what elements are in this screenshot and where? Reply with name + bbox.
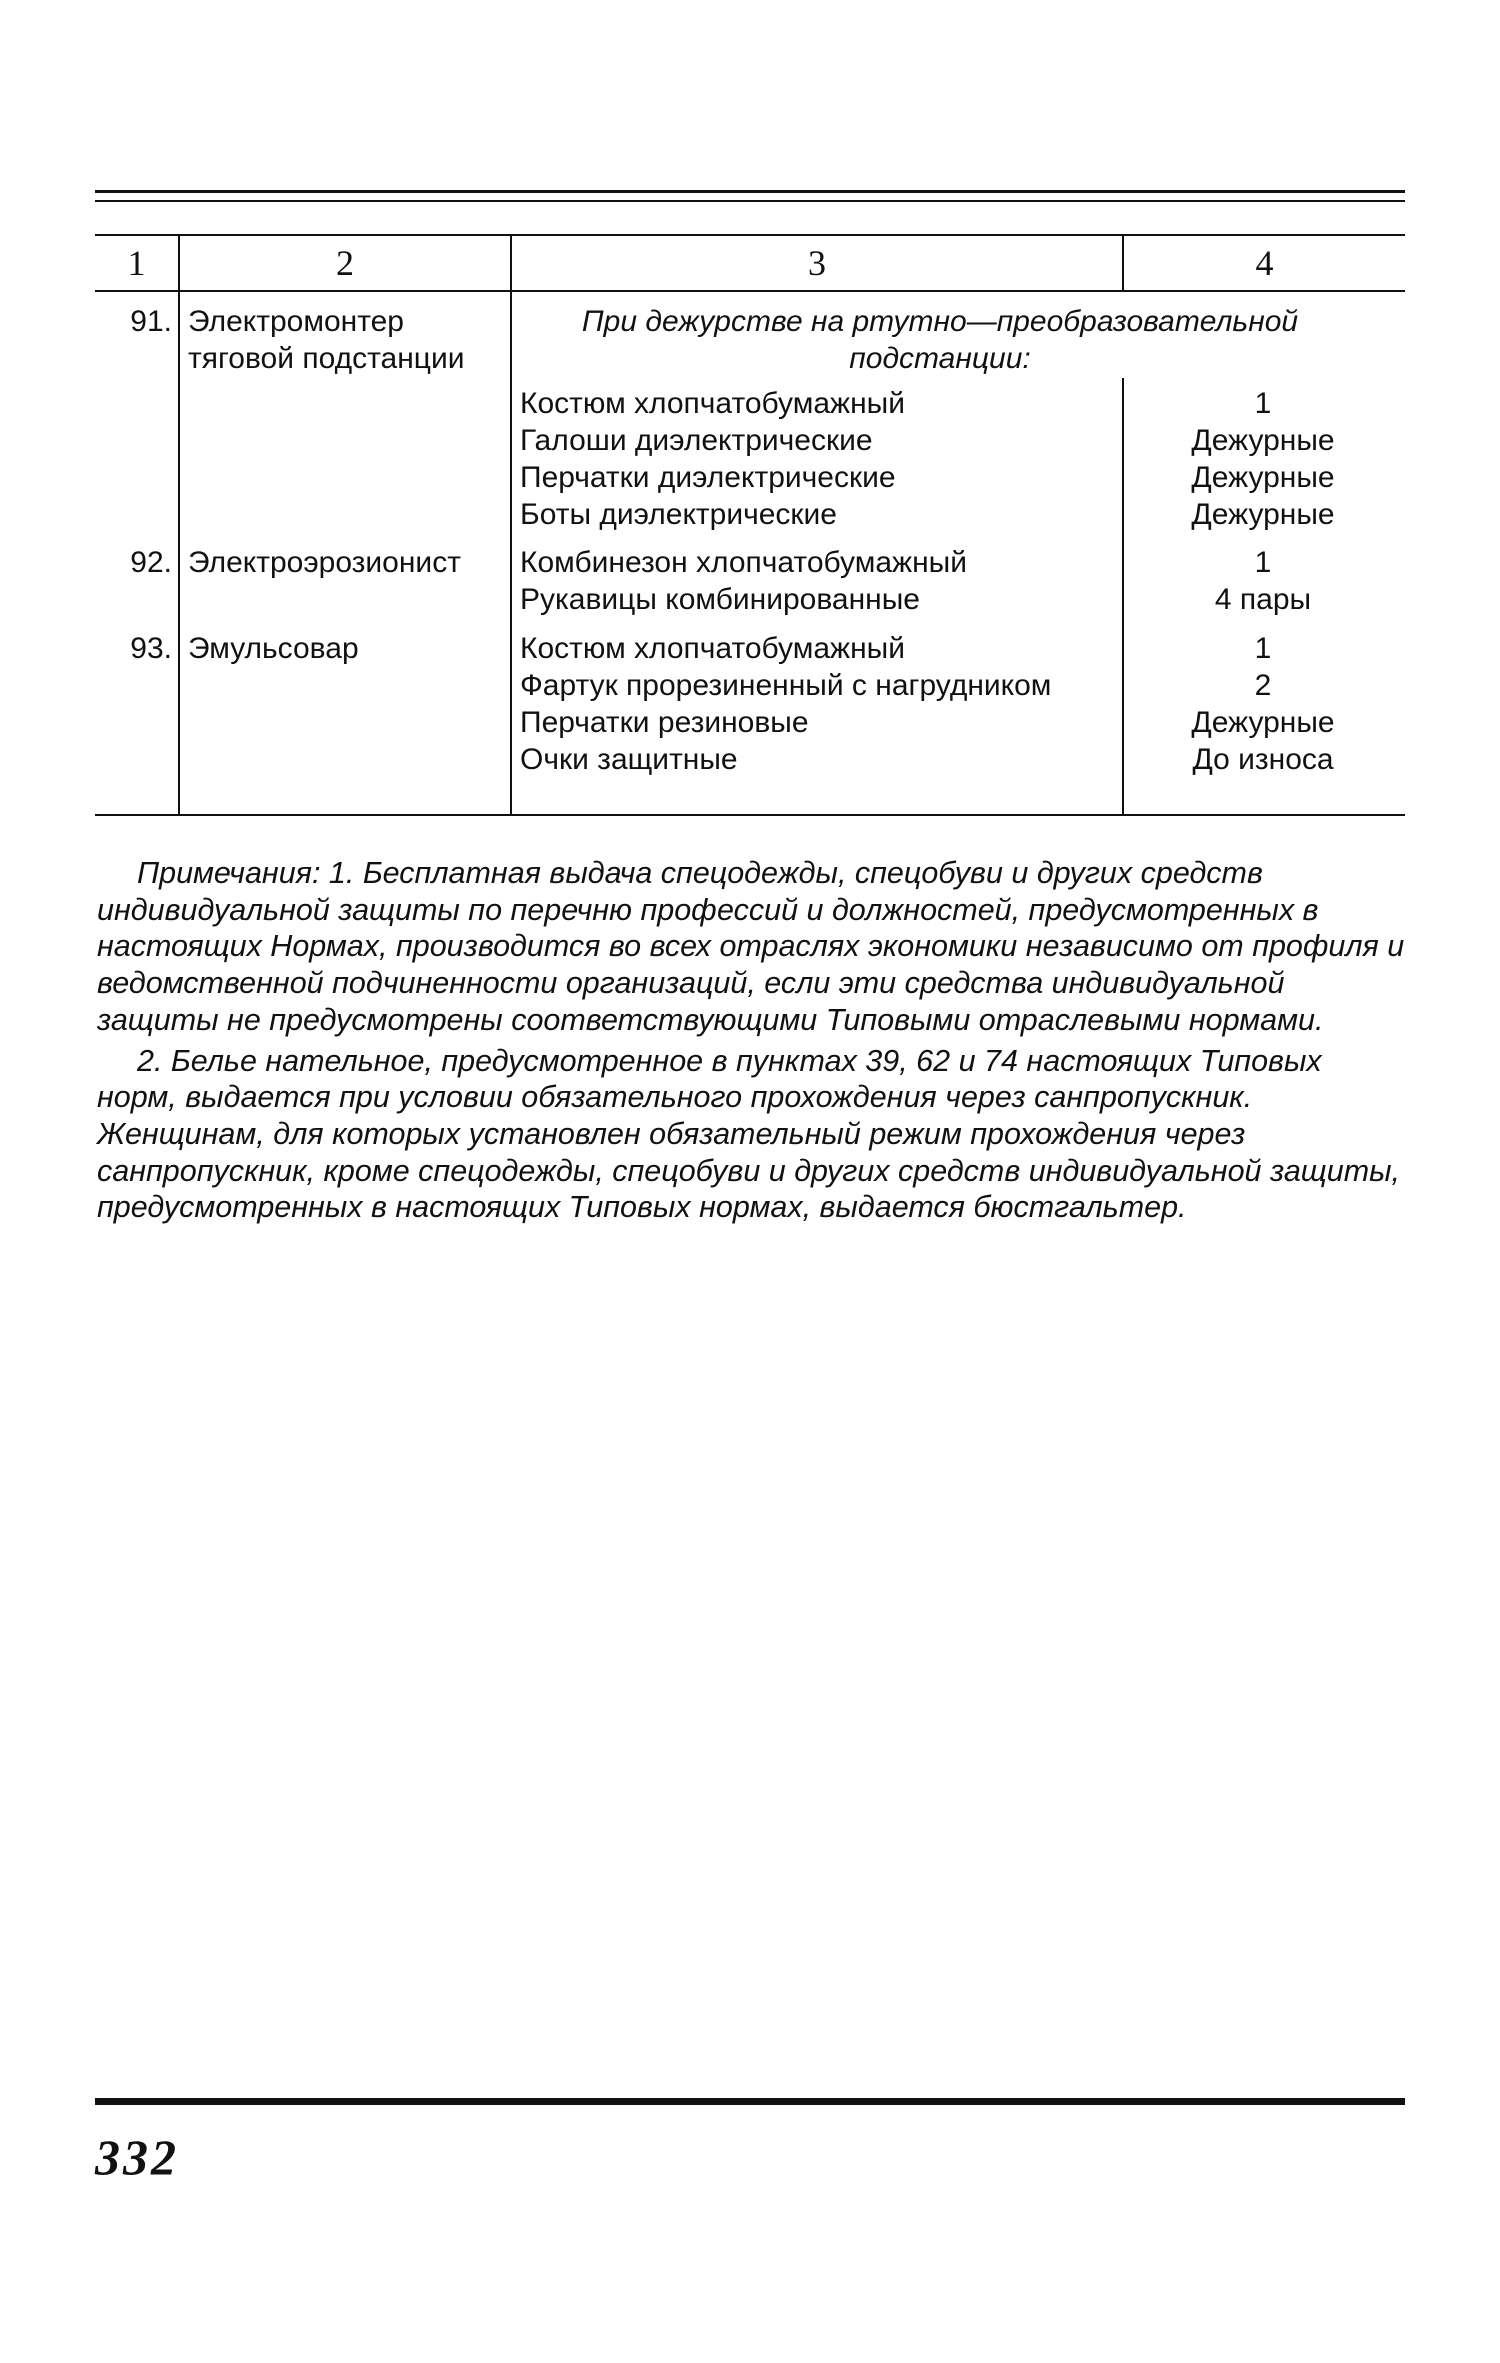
row-number-92: 92.	[130, 546, 172, 579]
item-quantity: 1	[1254, 632, 1272, 665]
page-number: 332	[95, 2129, 179, 2185]
item-name: Костюм хлопчатобумажный	[520, 632, 905, 665]
item-name: Костюм хлопчатобумажный	[520, 387, 905, 420]
item-quantity: Дежурные	[1191, 461, 1335, 494]
item-name: Перчатки резиновые	[520, 706, 809, 739]
condition-91-line-2: подстанции:	[849, 342, 1031, 375]
col-divider-3-body	[1122, 378, 1124, 816]
notes	[97, 855, 1407, 1226]
row-number-91: 91.	[130, 305, 172, 338]
profession-92-line-1: Электроэрозионист	[188, 546, 461, 579]
row-number-93: 93.	[130, 632, 172, 665]
table-bottom-line	[95, 814, 1405, 816]
item-quantity: До износа	[1192, 743, 1334, 776]
item-name: Галоши диэлектрические	[520, 424, 873, 457]
note-1: Примечания: 1. Бесплатная выдача спецодежды, спецобуви и других средств индивидуальной защиты по перечню профессий и должностей, предусмотренных в настоящих Нормах, производится во всех отраслях экономики независимо от профиля и ведомственной подчиненности организаций, если эти средства индивидуальной защиты не предусмотрены соответствующими Типовыми отраслевыми нормами.	[97, 856, 1405, 1037]
bottom-rule	[95, 2098, 1405, 2105]
profession-91-line-2: тяговой подстанции	[188, 342, 465, 375]
col-divider-2	[510, 234, 512, 816]
item-quantity: 4 пары	[1214, 583, 1312, 616]
item-quantity: Дежурные	[1191, 424, 1335, 457]
header-col-2: 2	[336, 243, 354, 283]
header-bottom-line	[95, 290, 1405, 292]
quantities-91	[1128, 385, 1398, 533]
profession-92	[188, 544, 461, 581]
condition-91-line-1: При дежурстве на ртутно—преобразовательной	[581, 305, 1299, 338]
profession-91	[188, 303, 464, 377]
items-92	[520, 544, 967, 618]
items-91	[520, 385, 905, 533]
header-col-1: 1	[127, 243, 146, 283]
item-name: Фартук прорезиненный с нагрудником	[520, 669, 1052, 702]
col-divider-1	[178, 234, 180, 816]
item-quantity: Дежурные	[1191, 498, 1335, 531]
quantities-92	[1128, 544, 1398, 618]
profession-93	[188, 630, 359, 667]
item-name: Перчатки диэлектрические	[520, 461, 896, 494]
header-col-3: 3	[808, 243, 826, 283]
item-name: Комбинезон хлопчатобумажный	[520, 546, 967, 579]
item-name: Очки защитные	[520, 743, 738, 776]
profession-93-line-1: Эмульсовар	[188, 632, 359, 665]
header-col-4: 4	[1255, 243, 1274, 283]
profession-91-line-1: Электромонтер	[188, 305, 404, 338]
items-93	[520, 630, 1051, 778]
item-name: Боты диэлектрические	[520, 498, 837, 531]
item-quantity: 2	[1254, 669, 1272, 702]
item-quantity: 1	[1254, 387, 1272, 420]
note-2: 2. Белье нательное, предусмотренное в пунктах 39, 62 и 74 настоящих Типовых норм, выдается при условии обязательного прохождения через санпропускник. Женщинам, для которых установлен обязательный режим прохождения через санпропускник, кроме спецодежды, спецобуви и других средств индивидуальной защиты, предусмотренных в настоящих Типовых нормах, выдается бюстгальтер.	[97, 1043, 1401, 1225]
top-rule-thick	[95, 190, 1405, 193]
quantities-93	[1128, 630, 1398, 778]
top-rule-thin	[95, 200, 1405, 202]
condition-91	[520, 303, 1360, 377]
item-name: Рукавицы комбинированные	[520, 583, 920, 616]
item-quantity: 1	[1254, 546, 1272, 579]
item-quantity: Дежурные	[1191, 706, 1335, 739]
